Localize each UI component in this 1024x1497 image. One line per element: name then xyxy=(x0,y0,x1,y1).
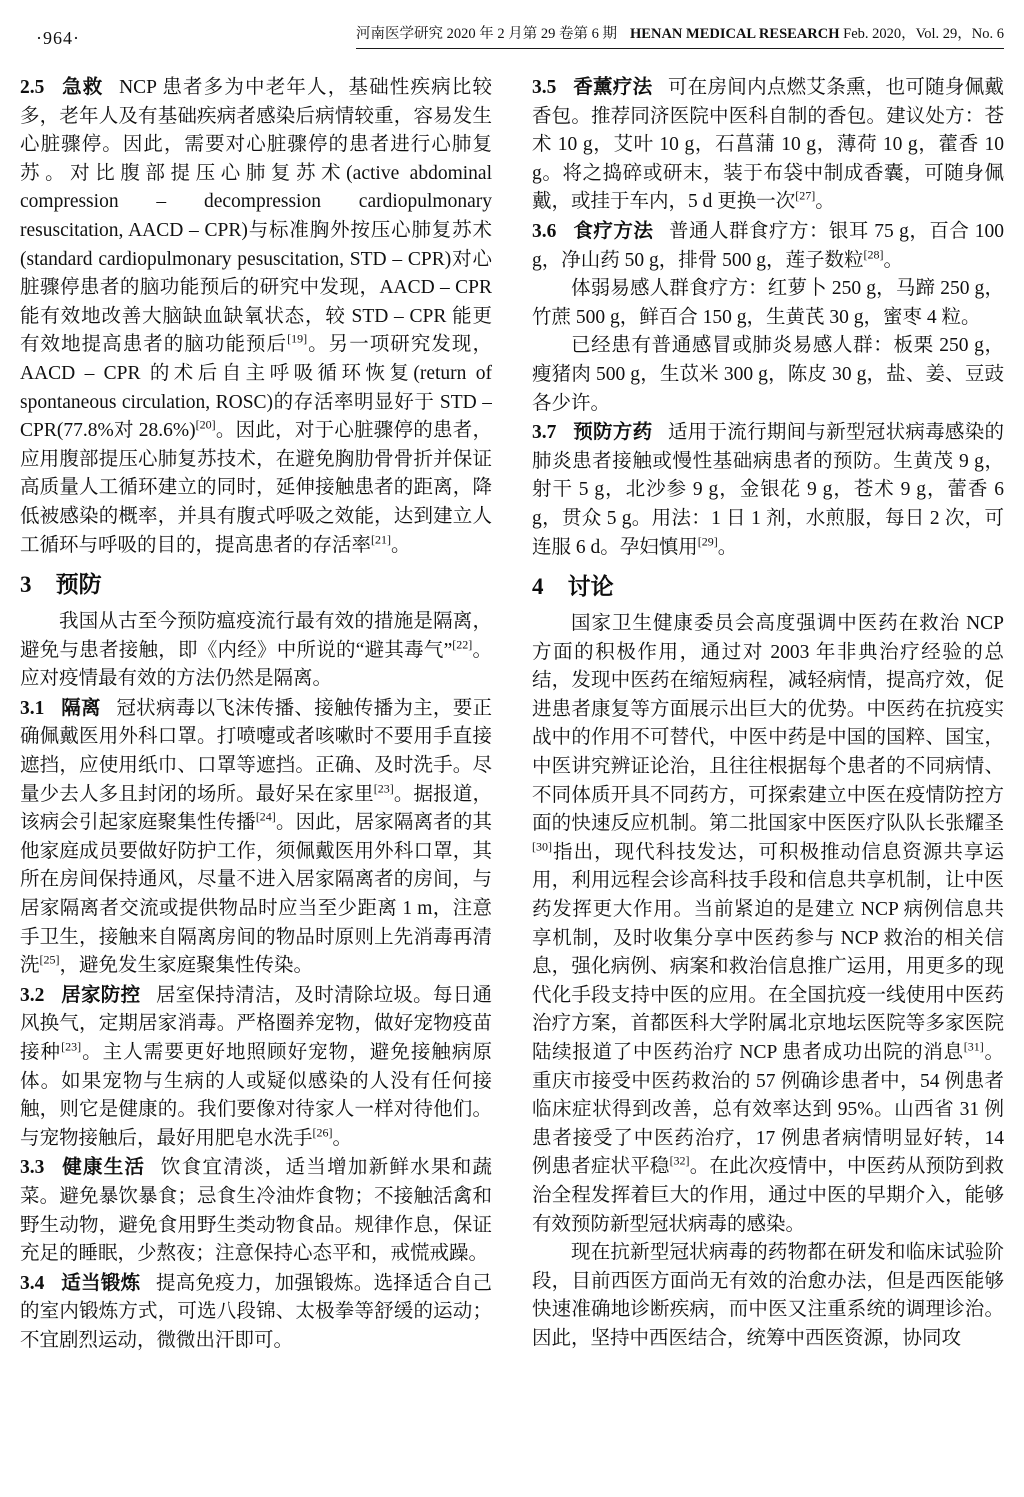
section-number: 3 xyxy=(20,572,32,598)
subsection-heading xyxy=(20,984,140,1006)
subsection-number: 3.6 xyxy=(532,220,557,242)
section-heading xyxy=(532,571,1004,602)
journal-title-en: HENAN MEDICAL RESEARCH xyxy=(630,26,840,42)
subsection-heading xyxy=(20,76,103,98)
subsection-number: 3.5 xyxy=(532,77,557,98)
subsection-heading xyxy=(532,76,652,98)
citation-ref: [22] xyxy=(452,637,473,652)
subsection-number: 3.2 xyxy=(20,984,45,1006)
body-paragraph: 我国从古至今预防瘟疫流行最有效的措施是隔离，避免与患者接触，即《内经》中所说的“避其毒气”[22]。应对疫情最有效的方法仍然是隔离。 xyxy=(20,611,492,690)
subsection-paragraph: 3.3 健康生活 饮食宜清淡，适当增加新鲜水果和蔬菜。避免暴饮暴食；忌食生冷油炸食物；不接触活禽和野生动物，避免食用野生类动物食品。规律作息，保证充足的睡眠，少熬夜；注意保持心态平和，戒慌戒躁。 xyxy=(20,1156,492,1265)
subsection-number: 3.1 xyxy=(20,697,45,719)
subsection-heading xyxy=(532,421,652,443)
body-paragraph: 体弱易感人群食疗方：红萝卜 250 g，马蹄 250 g，竹蔗 500 g，鲜百合 150 g，生黄芪 30 g，蜜枣 4 粒。 xyxy=(532,278,1004,328)
section-title: 预防 xyxy=(55,571,102,598)
subsection-title: 急救 xyxy=(60,76,104,98)
subsection-heading xyxy=(20,697,101,719)
citation-ref: [19] xyxy=(287,331,308,346)
subsection-title: 香薰疗法 xyxy=(572,76,653,98)
section-number: 4 xyxy=(532,574,544,600)
subsection-paragraph: 3.4 适当锻炼 提高免疫力，加强锻炼。选择适合自己的室内锻炼方式，可选八段锦、太极拳等舒缓的运动；不宜剧烈运动，微微出汗即可。 xyxy=(20,1271,492,1351)
citation-ref: [21] xyxy=(371,532,392,546)
subsection-heading xyxy=(20,1272,140,1294)
article-body xyxy=(20,73,1004,1356)
subsection-title: 适当锻炼 xyxy=(60,1271,141,1294)
left-column xyxy=(20,73,492,1356)
subsection-paragraph: 3.7 预防方药 适用于流行期间与新型冠状病毒感染的肺炎患者接触或慢性基础病患者的预防。生黄茂 9 g，射干 5 g，北沙参 9 g，金银花 9 g，苍术 9 g，蕾香 6 g，贯众 5 g。用法：1 日 1 剂，水煎服，每日 2 次，可连服 6 d。孕妇慎用[29]。 xyxy=(532,421,1004,558)
citation-ref: [30] xyxy=(532,839,552,854)
subsection-number: 2.5 xyxy=(20,77,45,98)
citation-ref: [23] xyxy=(61,1039,82,1054)
subsection-number: 3.4 xyxy=(20,1272,45,1294)
body-paragraph: 现在抗新型冠状病毒的药物都在研发和临床试验阶段，目前西医方面尚无有效的治愈办法，但是西医能够快速准确地诊断疾病，而中医又注重系统的调理诊治。因此，坚持中西医结合，统筹中西医资源，协同攻 xyxy=(532,1242,1004,1349)
subsection-number: 3.7 xyxy=(532,422,557,444)
subsection-heading xyxy=(532,220,653,242)
subsection-paragraph: 2.5 急救 NCP 患者多为中老年人，基础性疾病比较多，老年人及有基础疾病者感染后病情较重，容易发生心脏骤停。因此，需要对心脏骤停的患者进行心肺复苏。对比腹部提压心肺复苏术(active abdominal compression – decompression cardiopulmonary resuscitation, AACD – CPR)与标准胸外按压心肺复苏术(standard cardiopulmonary pesuscitation, STD – CPR)对心脏骤停患者的脑功能预后的研究中发现，AACD – CPR 能有效地改善大脑缺血缺氧状态，较 STD – CPR 能更有效地提高患者的脑功能预后[19]。另一项研究发现，AACD – CPR 的术后自主呼吸循环恢复(return of spontaneous circulation, ROSC)的存活率明显好于 STD – CPR(77.8%对 28.6%)[20]。因此，对于心脏骤停的患者，应用腹部提压心肺复苏技术，在避免胸肋骨骨折并保证高质量人工循环建立的同时，延伸接触患者的距离，降低被感染的概率，并具有腹式呼吸之效能，达到建立人工循环与呼吸的目的，提高患者的存活率[21]。 xyxy=(20,76,492,556)
right-column xyxy=(532,73,1004,1356)
citation-ref: [23] xyxy=(373,781,394,796)
subsection-title: 食疗方法 xyxy=(572,219,654,242)
body-paragraph: 已经患有普通感冒或肺炎易感人群：板栗 250 g，瘦猪肉 500 g，生苡米 300 g，陈皮 30 g，盐、姜、豆豉各少许。 xyxy=(532,335,1004,414)
citation-ref: [26] xyxy=(312,1125,333,1140)
subsection-paragraph: 3.6 食疗方法 普通人群食疗方：银耳 75 g，百合 100 g，净山药 50 g，排骨 500 g，莲子数粒[28]。 xyxy=(532,219,1004,271)
section-heading xyxy=(20,569,492,600)
subsection-title: 隔离 xyxy=(60,696,101,719)
page-header xyxy=(20,22,1004,49)
page-number: ·964· xyxy=(36,28,80,48)
subsection-paragraph: 3.2 居家防控 居室保持清洁，及时清除垃圾。每日通风换气，定期居家消毒。严格圈养宠物，做好宠物疫苗接种[23]。主人需要更好地照顾好宠物，避免接触病原体。如果宠物与生病的人或疑似感染的人没有任何接触，则它是健康的。我们要像对待家人一样对待他们。与宠物接触后，最好用肥皂水洗手[26]。 xyxy=(20,983,492,1149)
body-paragraph: 国家卫生健康委员会高度强调中医药在救治 NCP 方面的积极作用，通过对 2003 年非典治疗经验的总结，发现中医药在缩短病程，减轻病情，提高疗效，促进患者康复等方面展示出巨大的优势。中医药在抗疫实战中的作用不可替代，中医中药是中国的国粹、国宝，中医讲究辨证论治，且往往根据每个患者的不同病情、不同体质开具不同药方，可探索建立中医在疫情防控方面的快速反应机制。第二批国家中医医疗队队长张耀圣[30]指出，现代科技发达，可积极推动信息资源共享运用，利用远程会诊高科技手段和信息共享机制，让中医药发挥更大作用。当前紧迫的是建立 NCP 病例信息共享机制，及时收集分享中医药参与 NCP 救治的相关信息，强化病例、病案和救治信息推广运用，用更多的现代化手段支持中医的应用。在全国抗疫一线使用中医药治疗方案，首都医科大学附属北京地坛医院等多家医院陆续报道了中医药治疗 NCP 患者成功出院的消息[31]。重庆市接受中医药救治的 57 例确诊患者中，54 例患者临床症状得到改善，总有效率达到 95%。山西省 31 例患者接受了中医药治疗，17 例患者病情明显好转，14 例患者症状平稳[32]。在此次疫情中，中医药从预防到救治全程发挥着巨大的作用，通过中医的早期介入，能够有效预防新型冠状病毒的感染。 xyxy=(532,613,1004,1235)
citation-ref: [27] xyxy=(795,188,816,203)
citation-ref: [25] xyxy=(39,952,60,967)
citation-ref: [28] xyxy=(863,247,884,262)
citation-ref: [20] xyxy=(195,417,216,432)
subsection-title: 预防方药 xyxy=(572,421,653,444)
subsection-paragraph: 3.5 香薰疗法 可在房间内点燃艾条熏，也可随身佩戴香包。推荐同济医院中医科自制的香包。建议处方：苍术 10 g，艾叶 10 g，石菖蒲 10 g，薄荷 10 g，藿香 10 g。将之捣碎或研末，装于布袋中制成香囊，可随身佩戴，或挂于车内，5 d 更换一次[27]。 xyxy=(532,76,1004,213)
journal-header-line xyxy=(356,22,1004,49)
subsection-title: 居家防控 xyxy=(60,983,141,1006)
citation-ref: [31] xyxy=(963,1039,984,1054)
citation-ref: [24] xyxy=(255,809,276,824)
subsection-heading xyxy=(20,1156,145,1178)
subsection-number: 3.3 xyxy=(20,1157,45,1179)
journal-title-cn: 河南医学研究 2020 年 2 月第 29 卷第 6 期 xyxy=(355,26,617,42)
subsection-title: 健康生活 xyxy=(60,1156,146,1179)
subsection-paragraph: 3.1 隔离 冠状病毒以飞沫传播、接触传播为主，要正确佩戴医用外科口罩。打喷嚏或者咳嗽时不要用手直接遮挡，应使用纸巾、口罩等遮挡。正确、及时洗手。尽量少去人多且封闭的场所。最好呆在家里[23]。据报道，该病会引起家庭聚集性传播[24]。因此，居家隔离者的其他家庭成员要做好防护工作，须佩戴医用外科口罩，其所在房间保持通风，尽量不进入居家隔离者的房间，与居家隔离者交流或提供物品时应当至少距离 1 m，注意手卫生，接触来自隔离房间的物品时原则上先消毒再清洗[25]，避免发生家庭聚集性传染。 xyxy=(20,696,492,977)
journal-issue-en: Feb. 2020，Vol. 29，No. 6 xyxy=(843,26,1004,42)
section-title: 讨论 xyxy=(567,573,614,600)
citation-ref: [29] xyxy=(697,534,718,548)
citation-ref: [32] xyxy=(669,1153,690,1168)
